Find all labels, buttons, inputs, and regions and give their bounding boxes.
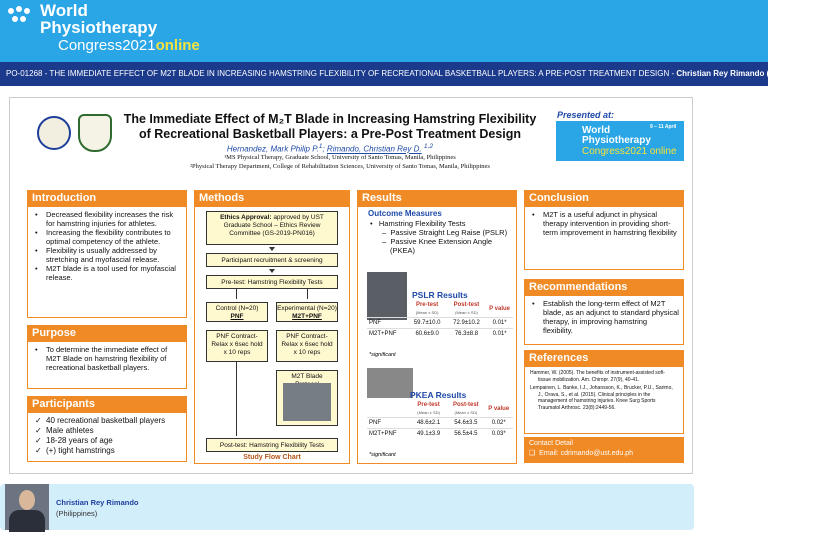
intro-item: • Flexibility is usually addressed by stretching and myofascial release. [32,246,182,264]
crs-seal-logo [78,114,112,152]
presented-at-label: Presented at: [557,110,615,120]
pkea-table: Pre-test (Mean ± SD) Post-test (Mean ± SD) P value PNF 48.6±2.1 54.6±3.5 0.02* M2T+PNF 49.1±3.9 56.5±4.5 0.03* [367,402,513,439]
participant-item: ✓ Male athletes [32,426,182,436]
wpc-badge: World Physiotherapy Congress2021 online 9 – 11 April [556,121,684,161]
participants-heading: Participants [27,396,187,412]
outcome-list [370,219,510,255]
significant-note: *significant [369,452,396,458]
author-name: Christian Rey Rimando [56,498,139,507]
purpose-item: • To determine the immediate effect of M2T Blade on hamstring flexibility of recreational basketball players. [32,345,182,372]
header-banner [0,0,768,62]
flow-line [236,362,237,436]
methods-heading: Methods [194,190,350,206]
affiliation-1: ¹MS Physical Therapy, Graduate School, University of Santo Tomas, Manila, Philippines [224,154,456,161]
table-row: PNF 59.7±10.0 72.9±10.2 0.01* [367,318,513,329]
pnf-protocol-box: PNF Contract-Relax x 6sec hold x 10 reps [206,330,268,362]
conclusion-heading: Conclusion [524,190,684,206]
outcome-sub-pslr: – Passive Straight Leg Raise (PSLR) [382,228,508,237]
poster-authors: Hernandez, Mark Philip P.$^1$; Rimando, Christian Rey D. $^{1,2}$ [226,143,434,154]
purpose-heading: Purpose [27,325,187,341]
posttest-box: Post-test: Hamstring Flexibility Tests [206,438,338,452]
control-group-box: Control (N=20) PNF [206,302,268,322]
recommendations-box [524,295,684,345]
contact-email[interactable]: ❑ Email: cdrimando@ust.edu.ph [529,450,634,457]
pkea-results-heading: PKEA Results [410,390,467,400]
outcome-item: • Hamstring Flexibility Tests [370,219,466,228]
pslr-table: Pre-test (Mean ± SD) Post-test (Mean ± SD) P value PNF 59.7±10.0 72.9±10.2 0.01* M2T+PNF 60.6±9.0 76.3±8.8 0.01* [367,302,513,339]
table-row: M2T+PNF 49.1±3.9 56.5±4.5 0.03* [367,429,513,440]
pslr-results-heading: PSLR Results [412,290,468,300]
outcome-sub-pkea: – Passive Knee Extension Angle (PKEA) [382,237,493,255]
participant-item: ✓ 40 recreational basketball players [32,416,182,426]
brand-line1: World [40,1,88,20]
pkea-photo [367,368,413,398]
outcome-measures-heading: Outcome Measures [368,209,442,218]
participants-box [27,412,187,462]
brand-line2: Physiotherapy [40,18,158,37]
flow-arrow [269,269,275,273]
introduction-box [27,206,187,318]
abstract-title-bar: PO-01268 - THE IMMEDIATE EFFECT OF M2T BLADE IN INCREASING HAMSTRING FLEXIBILITY OF RECREATIONAL BASKETBALL PLAYERS: A PRE-POST TREATMENT DESIGN - Christian Rey Rimando (Philippines) [0,62,768,86]
m2t-protocol-box: M2T Blade [276,370,338,426]
significant-note: *significant [369,352,396,358]
references-heading: References [524,350,684,366]
flow-line [307,289,308,299]
intro-item: • Decreased flexibility increases the risk for hamstring injuries for athletes. [32,210,182,228]
conclusion-item: • M2T is a useful adjunct in physical therapy intervention in providing short-term improvement in hamstring flexibility [529,210,679,237]
experimental-group-box: Experimental (N=20) M2T+PNF [276,302,338,322]
references-box [524,366,684,434]
author-avatar [5,484,49,530]
intro-item: • Increasing the flexibility contributes to optimal competency of the athlete. [32,228,182,246]
participant-item: ✓ (+) tight hamstrings [32,446,182,456]
exp-pnf-protocol-box: PNF Contract-Relax x 6sec hold x 10 reps [276,330,338,362]
reference-item: Hammer, W. (2005). The benefits of instrument-assisted soft-tissue mobilization. Am. Chiropr. 27(9), 40-41. [530,370,665,383]
table-row: PNF 48.6±2.1 54.6±3.5 0.02* [367,418,513,429]
contact-heading: Contact Detail [529,440,573,447]
table-row: M2T+PNF 60.6±9.0 76.3±8.8 0.01* [367,329,513,340]
flow-line [236,289,237,299]
flow-chart-caption: Study Flow Chart [243,454,301,461]
flow-arrow [269,247,275,251]
recommendation-item: • Establish the long-term effect of M2T blade, as an adjunct to standard physical therapy, in improving hamstring flexibility. [529,299,679,335]
author-country: (Philippines) [56,509,98,518]
reference-item: Lempainen, L. Banke, I.J., Johansson, K., Brucker, P.U., Sarimo, J., Orava, S., et al. (2015). Clinical principles in the management of hamstring injuries. Knee Surg Sports Traumatol Arthrosc. 23(8):2449-56. [530,385,673,411]
poster-title: The Immediate Effect of M₂T Blade in Increasing Hamstring Flexibility of Recreational Basketball Players: a Pre-Post Treatment Design [123,112,537,141]
m2t-protocol-photo [283,383,331,421]
ust-seal-logo [37,116,71,150]
conclusion-box [524,206,684,270]
wpc-logo-icon [8,6,36,26]
participant-item: ✓ 18-28 years of age [32,436,182,446]
pretest-box: Pre-test: Hamstring Flexibility Tests [206,275,338,289]
results-heading: Results [357,190,517,206]
affiliation-2: ²Physical Therapy Department, College of Rehabilitation Sciences, University of Santo Tomas, Manila, Philippines [190,163,490,170]
recruitment-box: Participant recruitment & screening [206,253,338,267]
brand-line3: Congress2021online [58,37,200,54]
purpose-box [27,341,187,389]
ethics-approval-box: Ethics Approval: approved by UST Graduate School – Ethics Review Committee (GS-2019-PN016) [206,211,338,245]
introduction-heading: Introduction [27,190,187,206]
intro-item: • M2T blade is a tool used for myofascial release. [32,264,182,282]
author-footer [0,484,694,530]
contact-box [524,437,684,463]
recommendations-heading: Recommendations [524,279,684,295]
